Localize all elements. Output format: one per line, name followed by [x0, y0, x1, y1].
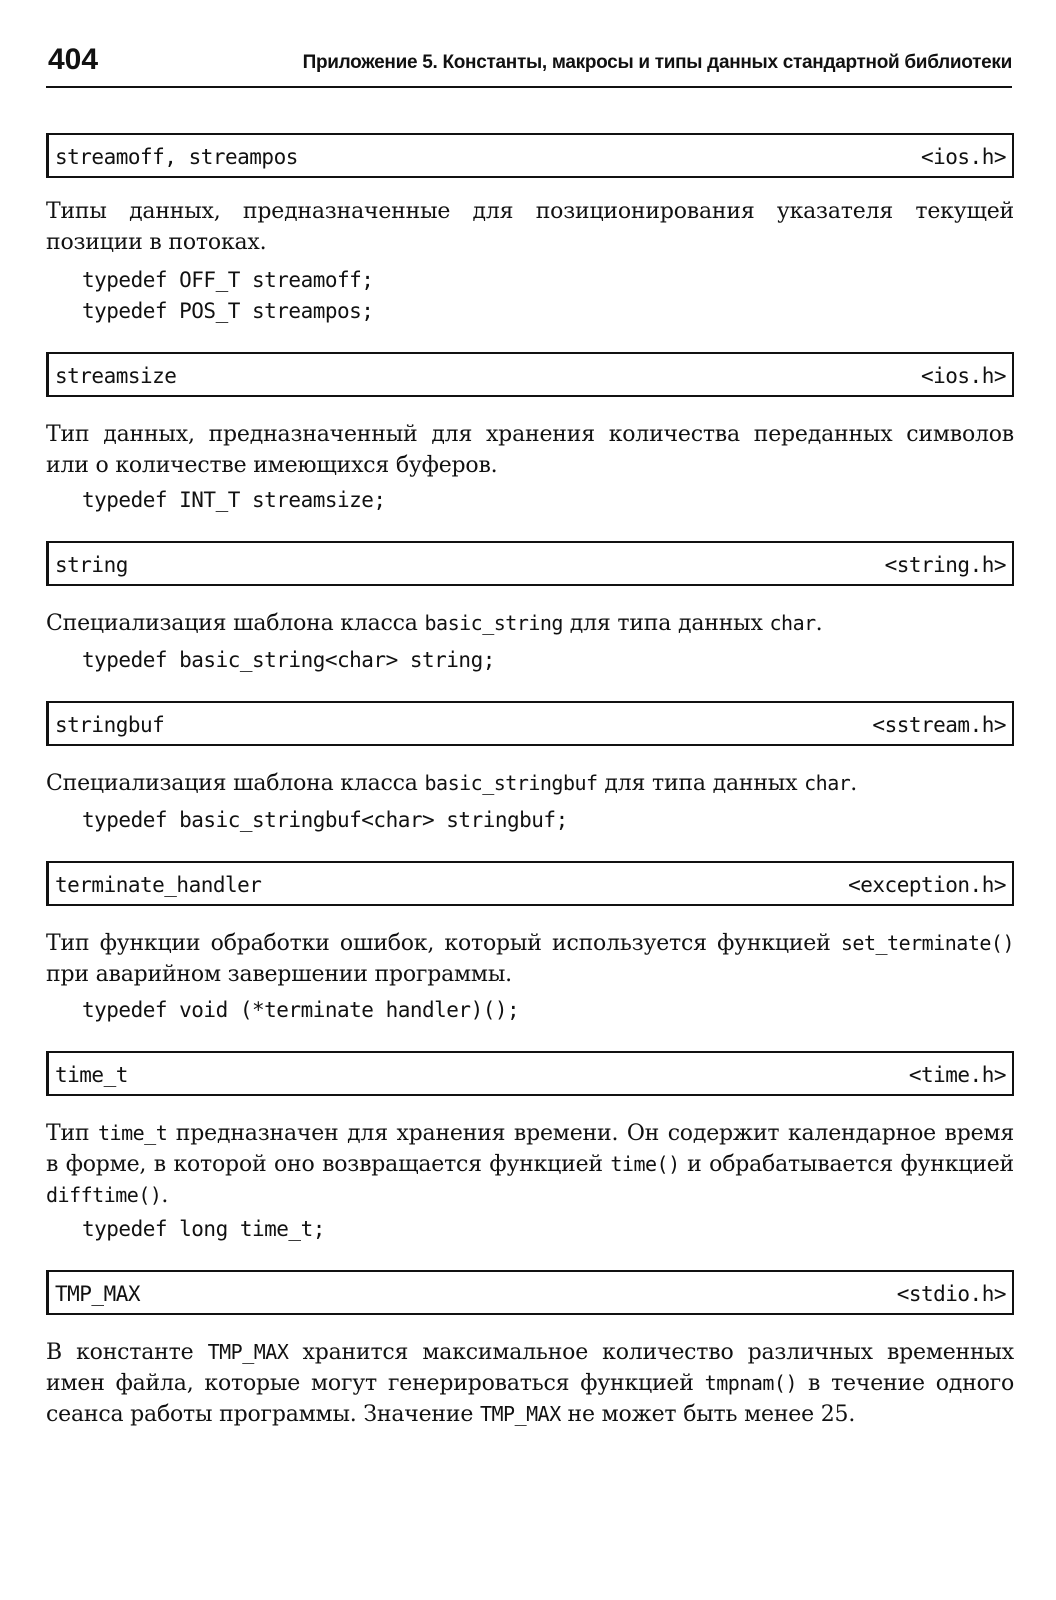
entry-name: string	[55, 553, 128, 577]
running-title: Приложение 5. Константы, макросы и типы данных стандартной библиотеки	[302, 52, 1012, 73]
entry-name: streamsize	[55, 364, 177, 388]
code-line: typedef basic_string<char> string;	[82, 648, 495, 672]
entry-header-file: <string.h>	[884, 553, 1006, 577]
entry-header-file: <sstream.h>	[872, 713, 1006, 737]
entry-name: stringbuf	[55, 713, 165, 737]
entry-heading-streamoff	[46, 133, 1014, 178]
code-line: typedef basic_stringbuf<char> stringbuf;	[82, 808, 568, 832]
entry-description: Специализация шаблона класса basic_string для типа данных char.	[46, 611, 823, 636]
code-line: typedef OFF_T streamoff;	[82, 268, 374, 292]
code-line: typedef POS_T streampos;	[82, 299, 374, 323]
entry-header-file: <ios.h>	[920, 364, 1006, 388]
entry-header-file: <stdio.h>	[896, 1282, 1006, 1306]
entry-name: TMP_MAX	[55, 1282, 141, 1306]
entry-heading-stringbuf	[46, 701, 1014, 746]
entry-heading-string	[46, 541, 1014, 586]
entry-heading-tmp-max	[46, 1270, 1014, 1315]
entry-heading-time-t	[46, 1051, 1014, 1096]
entry-description: Тип time_t предназначен для хранения времени. Он содержит календарное время в форме, в которой оно возвращается функцией time() и обрабатывается функцией difftime().	[46, 1121, 1014, 1208]
entry-header-file: <ios.h>	[920, 145, 1006, 169]
code-line: typedef void (*terminate handler)();	[82, 998, 520, 1022]
entry-heading-streamsize	[46, 352, 1014, 397]
page-number: 404	[48, 43, 99, 76]
code-line: typedef long time_t;	[82, 1217, 325, 1241]
entry-description: Специализация шаблона класса basic_stringbuf для типа данных char.	[46, 771, 858, 796]
entry-name: streamoff, streampos	[55, 145, 298, 169]
entry-description: Тип данных, предназначенный для хранения количества переданных символов или о количестве имеющихся буферов.	[46, 422, 1014, 478]
page-header	[46, 42, 1012, 88]
entry-name: time_t	[55, 1063, 128, 1087]
entry-description: Типы данных, предназначенные для позиционирования указателя текущей позиции в потоках.	[46, 199, 1014, 255]
entry-name: terminate_handler	[55, 873, 262, 897]
entry-header-file: <exception.h>	[848, 873, 1006, 897]
entry-description: Тип функции обработки ошибок, который используется функцией set_terminate() при аварийном завершении программы.	[46, 931, 1014, 987]
entry-header-file: <time.h>	[908, 1063, 1006, 1087]
entry-heading-terminate-handler	[46, 861, 1014, 906]
entry-description: В константе TMP_MAX хранится максимальное количество различных временных имен файла, которые могут генерироваться функцией tmpnam() в течение одного сеанса работы программы. Значение TMP_MAX не может быть менее 25.	[46, 1340, 1015, 1427]
code-line: typedef INT_T streamsize;	[82, 488, 386, 512]
